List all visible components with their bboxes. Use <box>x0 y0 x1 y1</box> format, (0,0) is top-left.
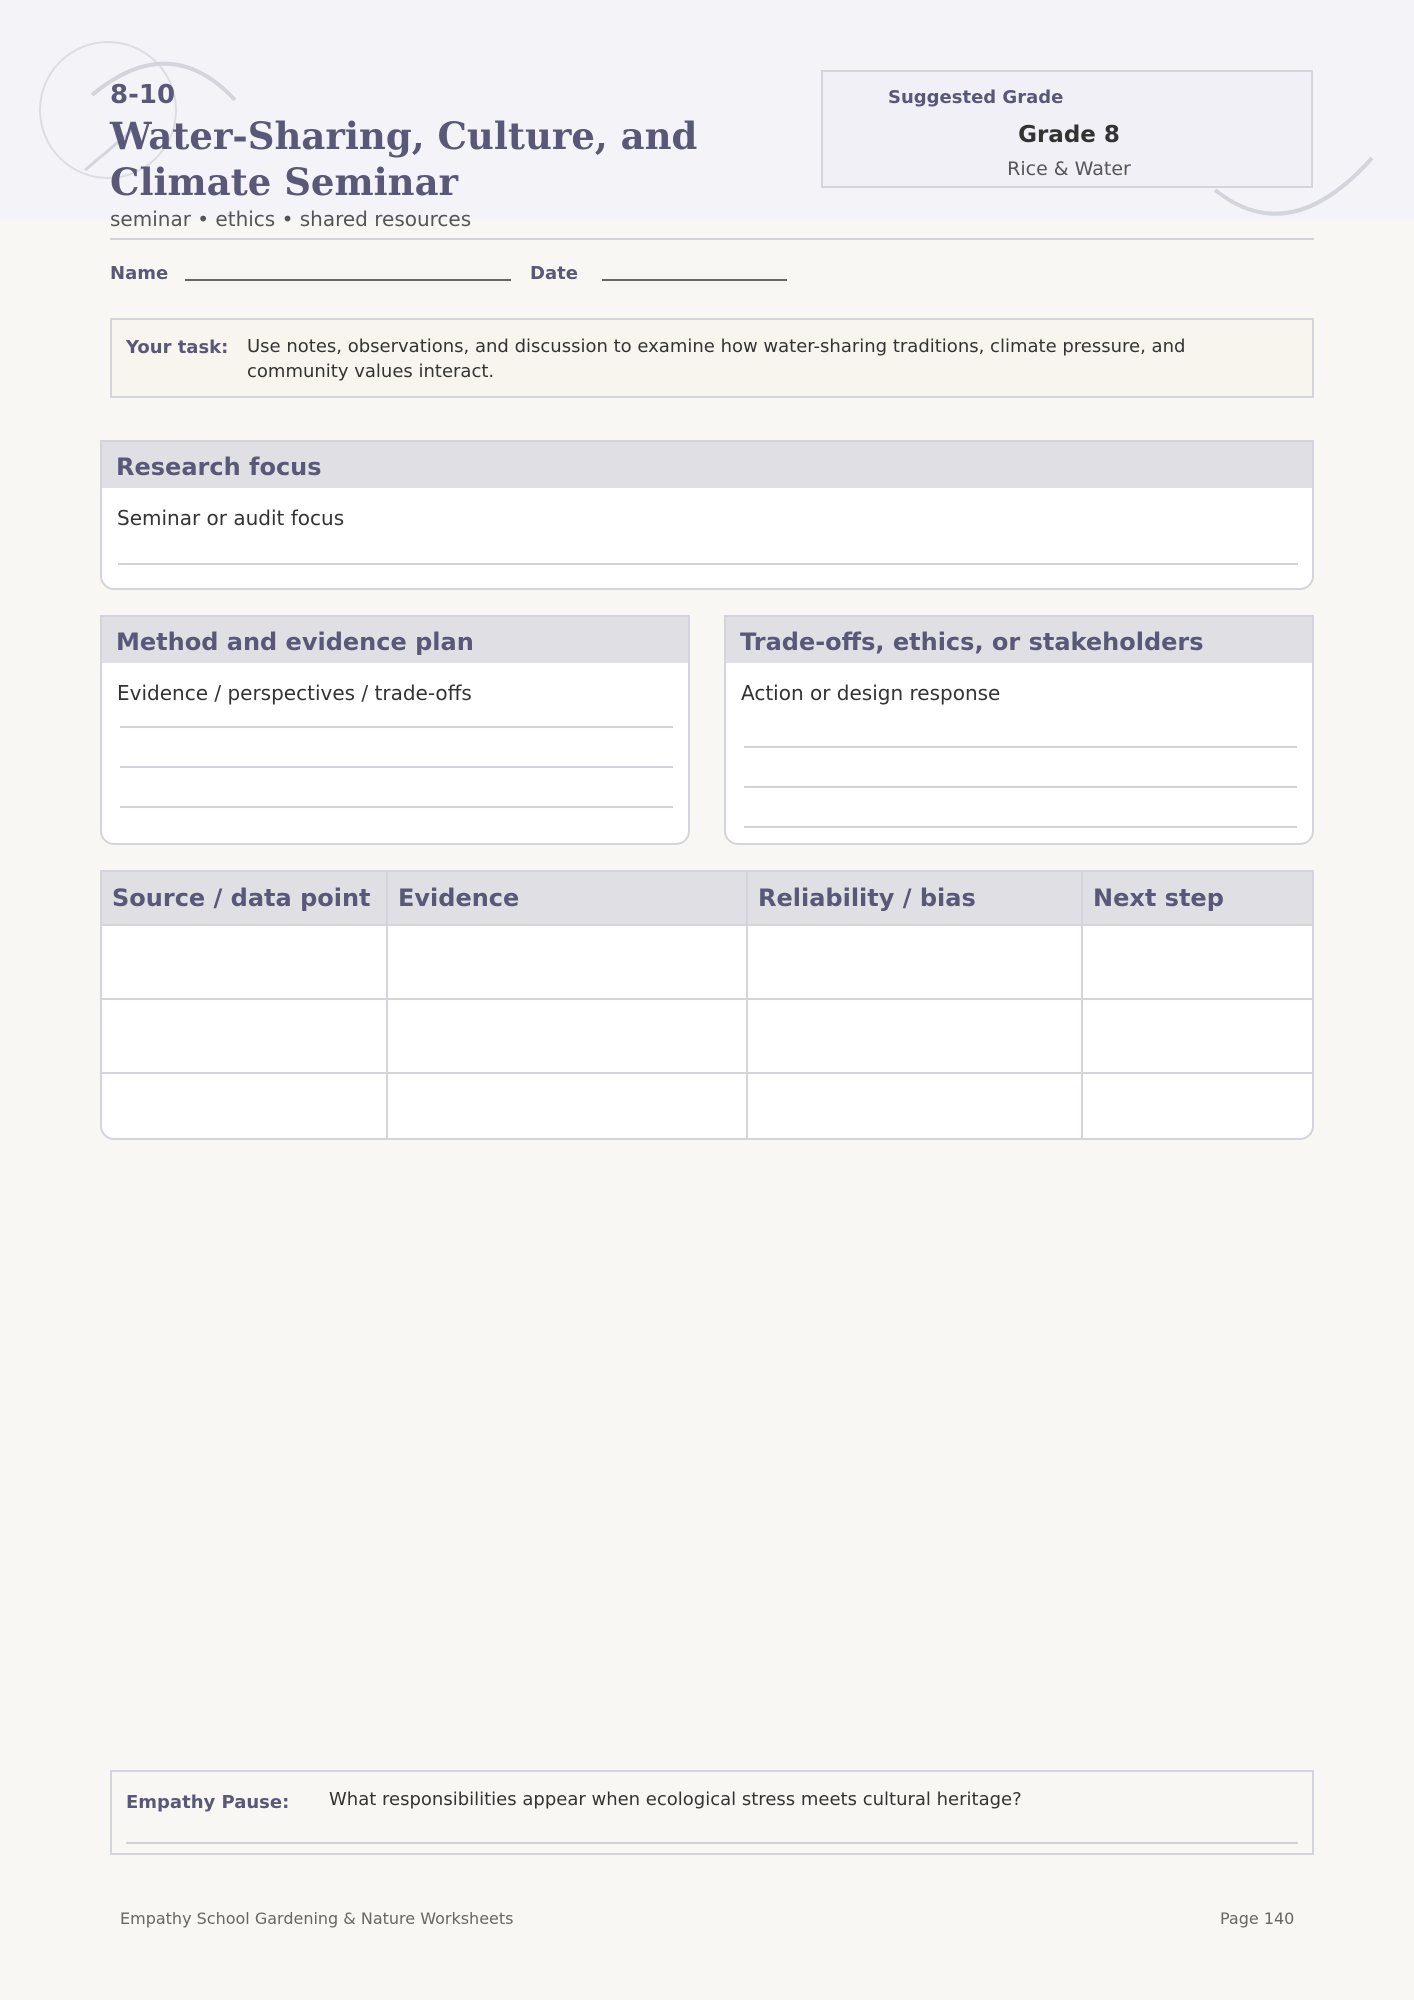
task-box <box>110 318 1314 398</box>
suggested-grade-value: Grade 8 <box>1018 122 1120 148</box>
table-cell[interactable] <box>1082 999 1314 1073</box>
table-row <box>102 1073 1314 1140</box>
research-focus-prompt: Seminar or audit focus <box>117 506 345 530</box>
suggested-grade-box <box>821 70 1313 188</box>
name-field[interactable] <box>185 279 511 281</box>
table-cell[interactable] <box>747 1073 1082 1140</box>
column-header-source: Source / data point <box>102 872 387 925</box>
table-cell[interactable] <box>747 925 1082 999</box>
tradeoffs-answer-line[interactable] <box>744 826 1297 828</box>
table-cell[interactable] <box>102 1073 387 1140</box>
empathy-pause-question: What responsibilities appear when ecological stress meets cultural heritage? <box>329 1789 1022 1810</box>
table-header-row <box>102 872 1314 925</box>
table-cell[interactable] <box>387 1073 747 1140</box>
column-header-evidence: Evidence <box>387 872 747 925</box>
date-label: Date <box>530 263 578 284</box>
page-title: Water-Sharing, Culture, and Climate Seminar <box>110 114 698 204</box>
task-text: Use notes, observations, and discussion to examine how water-sharing traditions, climate pressure, and community values interact. <box>247 336 1186 382</box>
date-field[interactable] <box>602 279 787 281</box>
column-header-next-step: Next step <box>1082 872 1314 925</box>
method-evidence-prompt: Evidence / perspectives / trade-offs <box>117 681 472 705</box>
suggested-grade-theme: Rice & Water <box>1007 158 1131 180</box>
research-focus-answer-line[interactable] <box>118 563 1298 565</box>
column-header-reliability: Reliability / bias <box>747 872 1082 925</box>
header-divider <box>110 238 1314 240</box>
empathy-pause-box <box>110 1770 1314 1855</box>
method-answer-line[interactable] <box>120 726 673 728</box>
method-answer-line[interactable] <box>120 766 673 768</box>
footer-title: Empathy School Gardening & Nature Worksheets <box>120 1909 514 1928</box>
table-cell[interactable] <box>387 999 747 1073</box>
tradeoffs-panel <box>724 615 1314 845</box>
empathy-pause-label: Empathy Pause: <box>126 1792 290 1813</box>
table-cell[interactable] <box>387 925 747 999</box>
tradeoffs-answer-line[interactable] <box>744 746 1297 748</box>
table-cell[interactable] <box>1082 925 1314 999</box>
tradeoffs-heading: Trade-offs, ethics, or stakeholders <box>726 617 1312 663</box>
suggested-grade-label: Suggested Grade <box>888 87 1064 108</box>
method-evidence-panel <box>100 615 690 845</box>
grade-range: 8-10 <box>110 80 176 110</box>
table-cell[interactable] <box>102 999 387 1073</box>
evidence-table <box>100 870 1314 1140</box>
table-cell[interactable] <box>747 999 1082 1073</box>
table-cell[interactable] <box>1082 1073 1314 1140</box>
method-answer-line[interactable] <box>120 806 673 808</box>
page-subtitle: seminar • ethics • shared resources <box>110 207 472 231</box>
table-cell[interactable] <box>102 925 387 999</box>
method-evidence-heading: Method and evidence plan <box>102 617 688 663</box>
tradeoffs-prompt: Action or design response <box>741 681 1001 705</box>
tradeoffs-answer-line[interactable] <box>744 786 1297 788</box>
research-focus-heading: Research focus <box>102 442 1312 488</box>
name-label: Name <box>110 263 169 284</box>
table-row <box>102 925 1314 999</box>
task-label: Your task: <box>126 337 229 358</box>
empathy-pause-answer-line[interactable] <box>126 1842 1298 1844</box>
research-focus-panel <box>100 440 1314 590</box>
table-row <box>102 999 1314 1073</box>
page-number: Page 140 <box>1220 1909 1295 1928</box>
